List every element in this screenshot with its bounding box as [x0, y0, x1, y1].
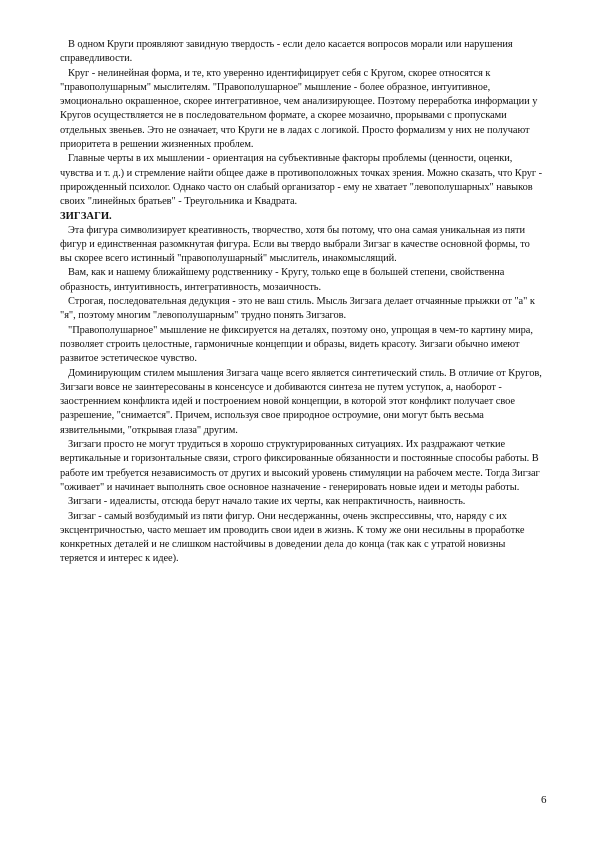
paragraph: Зигзаги просто не могут трудиться в хорошо структурированных ситуациях. Их раздражают четкие вертикальные и горизонтальные связи, строго фиксированные обязанности и постоянные способы работы. В работе им требуется независимость от других и высокий уровень стимуляции на рабочем месте. Тогда Зигзаг "оживает" и начинает выполнять свое основное назначение - генерировать новые идеи и методы работы. — [60, 439, 540, 493]
section-heading: ЗИГЗАГИ. — [60, 210, 112, 222]
paragraph: Строгая, последовательная дедукция - это не ваш стиль. Мысль Зигзага делает отчаянные прыжки от "а" к "я", поэтому многим "левополушарным" трудно понять Зигзагов. — [60, 296, 535, 322]
paragraph: Зигзаги - идеалисты, отсюда берут начало такие их черты, как непрактичность, наивность. — [68, 496, 466, 508]
page-number: 6 — [541, 794, 547, 806]
paragraph: Главные черты в их мышлении - ориентация на субъективные факторы проблемы (ценности, оценки, чувства и т. д.) и стремление найти общее даже в противоположных точках зрения. Можно сказать, что Круг - прирожденный психолог. Однако часто он слабый организатор - ему не хватает "левополушарных" навыков своих "линейных братьев" - Треугольника и Квадрата. — [60, 153, 543, 208]
document-page — [60, 38, 543, 567]
paragraph: В одном Круги проявляют завидную твердость - если дело касается вопросов морали или нарушения справедливости. — [60, 39, 513, 65]
paragraph: Вам, как и нашему ближайшему родственнику - Кругу, только еще в большей степени, свойственна образность, интуитивность, интегративность, мозаичность. — [60, 267, 505, 293]
paragraph: Эта фигура символизирует креативность, творчество, хотя бы потому, что она самая уникальная из пяти фигур и единственная разомкнутая фигура. Если вы твердо выбрали Зигзаг в качестве основной формы, то вы скорее всего истинный "правополушарный" мыслитель, инакомыслящий. — [60, 224, 530, 265]
paragraph: "Правополушарное" мышление не фиксируется на деталях, поэтому оно, упрощая в чем-то картину мира, позволяет строить целостные, гармоничные концепции и образы, видеть красоту. Зигзаги обычно имеют развитое эстетическое чувство. — [60, 324, 533, 365]
paragraph: Зигзаг - самый возбудимый из пяти фигур. Они несдержанны, очень экспрессивны, что, наряду с их эксцентричностью, часто мешает им проводить свои идеи в жизнь. К тому же они несильны в проработке конкретных деталей и не слишком настойчивы в доведении дела до конца (так как с утратой новизны теряется и интерес к идее). — [60, 510, 525, 565]
paragraph: Доминирующим стилем мышления Зигзага чаще всего является синтетический стиль. В отличие от Кругов, Зигзаги вовсе не заинтересованы в консенсусе и добиваются синтеза не путем уступок, а, наоборот - заостреннием конфликта идей и построением новой концепции, в которой этот конфликт получает свое разрешение, "снимается". Причем, используя свое природное остроумие, они могут быть весьма язвительными, "открывая глаза" другим. — [60, 367, 542, 436]
paragraph: Круг - нелинейная форма, и те, кто уверенно идентифицирует себя с Кругом, скорее относятся к "правополушарным" мыслителям. "Правополушарное" мышление - более образное, интуитивное, эмоционально окрашенное, скорее интегративное, чем анализирующее. Поэтому переработка информации у Кругов осуществляется не в последовательном формате, а скорее мозаично, прорывами с пропусками отдельных звеньев. Это не означает, что Круги не в ладах с логикой. Просто формализм у них не получают приоритета в решении жизненных проблем. — [60, 67, 538, 151]
